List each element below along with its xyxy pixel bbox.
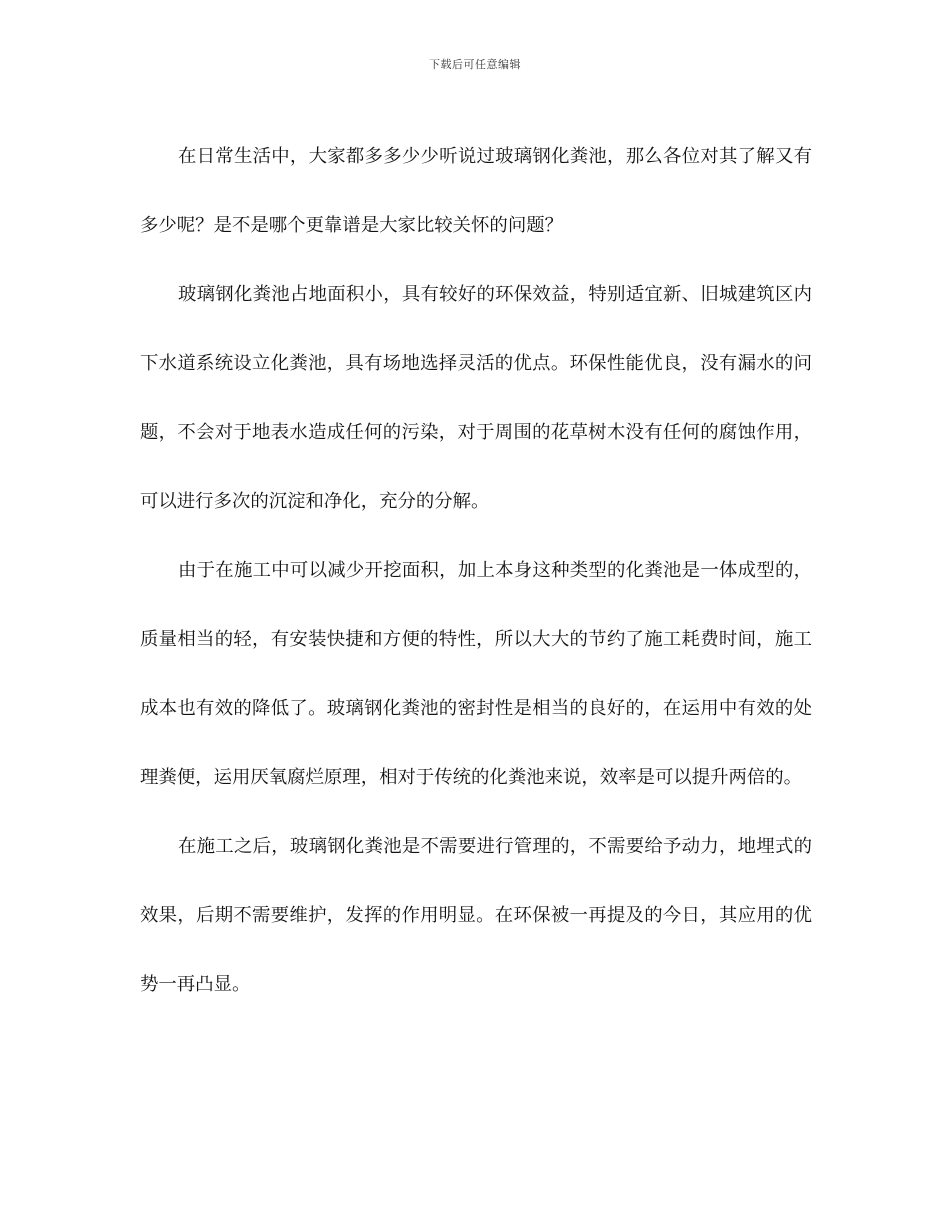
paragraph-intro: 在日常生活中，大家都多多少少听说过玻璃钢化粪池，那么各位对其了解又有多少呢？是不是哪个更靠谱是大家比较关怀的问题？ — [140, 146, 812, 236]
paragraph-maintenance: 在施工之后，玻璃钢化粪池是不需要进行管理的，不需要给予动力，地埋式的效果，后期不需要维护，发挥的作用明显。在环保被一再提及的今日，其应用的优势一再凸显。 — [140, 836, 812, 995]
document-body — [140, 122, 812, 1019]
paragraph-construction: 由于在施工中可以减少开挖面积，加上本身这种类型的化粪池是一体成型的，质量相当的轻，有安装快捷和方便的特性，所以大大的节约了施工耗费时间，施工成本也有效的降低了。玻璃钢化粪池的密封性是相当的良好的，在运用中有效的处理粪便，运用厌氧腐烂原理，相对于传统的化粪池来说，效率是可以提升两倍的。 — [140, 560, 812, 788]
header-note: 下载后可任意编辑 — [429, 58, 521, 71]
paragraph-advantages: 玻璃钢化粪池占地面积小，具有较好的环保效益，特别适宜新、旧城建筑区内下水道系统设立化粪池，具有场地选择灵活的优点。环保性能优良，没有漏水的问题，不会对于地表水造成任何的污染，对于周围的花草树木没有任何的腐蚀作用，可以进行多次的沉淀和净化，充分的分解。 — [140, 284, 812, 512]
